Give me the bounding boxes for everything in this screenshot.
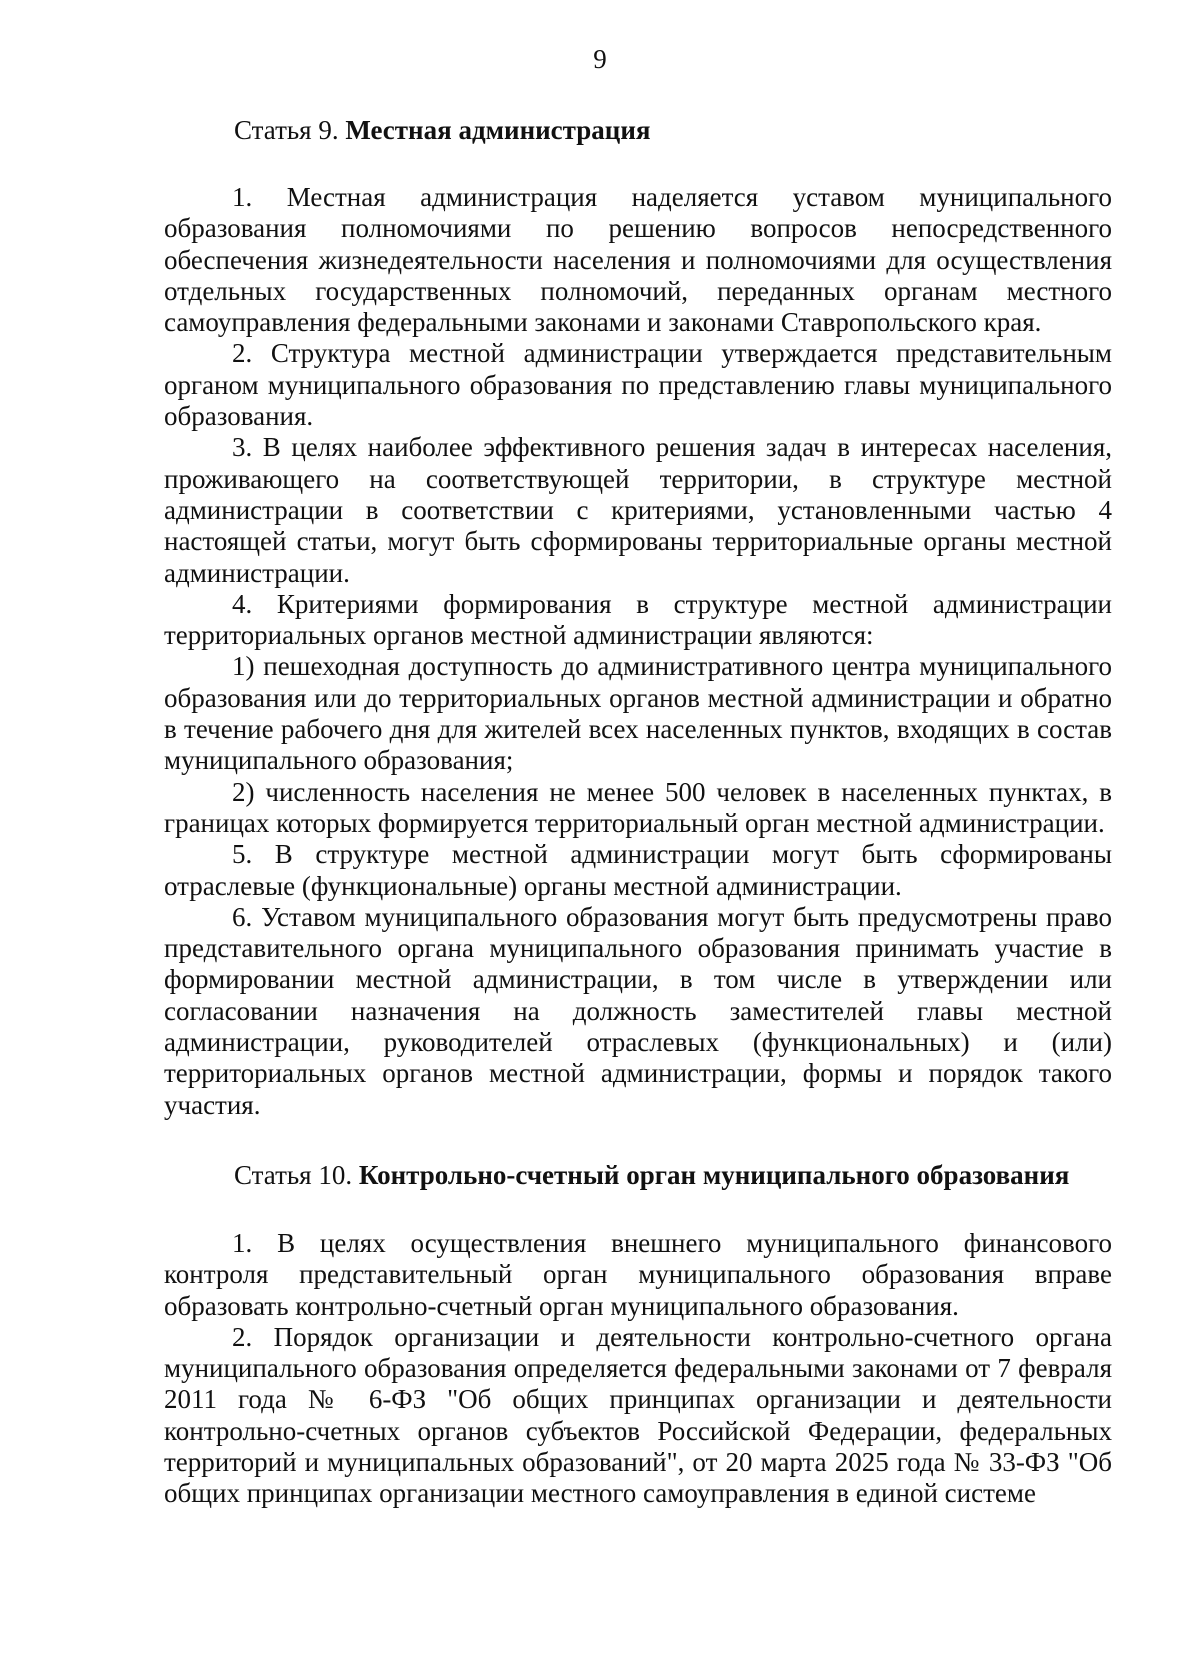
article-9-paragraph-5: 5. В структуре местной администрации могут быть сформированы отраслевые (функциональные) органы местной администрации.	[164, 839, 1112, 901]
page-number: 9	[593, 44, 607, 74]
article-9-body	[164, 182, 1112, 1121]
article-10-paragraph-2: 2. Порядок организации и деятельности контрольно-счетного органа муниципального образования определяется федеральными законами от 7 февраля 2011 года № 6-ФЗ "Об общих принципах организации и деятельности контрольно-счетных органов субъектов Российской Федерации, федеральных территорий и муниципальных образований", от 20 марта 2025 года № 33-ФЗ "Об общих принципах организации местного самоуправления в единой системе	[164, 1321, 1112, 1509]
article-10-title: Контрольно-счетный орган муниципального образования	[358, 1160, 1070, 1190]
article-10-paragraph-1: 1. В целях осуществления внешнего муниципального финансового контроля представительный орган муниципального образования вправе образовать контрольно-счетный орган муниципального образования.	[164, 1228, 1112, 1321]
article-10-heading	[234, 1160, 1069, 1191]
article-10-prefix: Статья 10.	[234, 1160, 353, 1190]
article-9-item-1: 1) пешеходная доступность до административного центра муниципального образования или до территориальных органов местной администрации и обратно в течение рабочего дня для жителей всех населенных пунктов, входящих в состав муниципального образования;	[164, 651, 1112, 776]
article-9-paragraph-2: 2. Структура местной администрации утверждается представительным органом муниципального образования по представлению главы муниципального образования.	[164, 338, 1112, 432]
article-9-paragraph-3: 3. В целях наиболее эффективного решения задач в интересах населения, проживающего на соответствующей территории, в структуре местной администрации в соответствии с критериями, установленными частью 4 настоящей статьи, могут быть сформированы территориальные органы местной администрации.	[164, 432, 1112, 588]
article-9-prefix: Статья 9.	[234, 115, 339, 145]
article-9-paragraph-4: 4. Критериями формирования в структуре местной администрации территориальных органов местной администрации являются:	[164, 588, 1112, 651]
article-9-heading	[234, 115, 651, 146]
article-9-paragraph-6: 6. Уставом муниципального образования могут быть предусмотрены право представительного органа муниципального образования принимать участие в формировании местной администрации, в том числе в утверждении или согласовании назначения на должность заместителей главы местной администрации, руководителей отраслевых (функциональных) и (или) территориальных органов местной администрации, формы и порядок такого участия.	[164, 901, 1112, 1120]
article-9-title: Местная администрация	[345, 115, 651, 145]
article-10-body	[164, 1228, 1112, 1510]
article-9-item-2: 2) численность населения не менее 500 человек в населенных пунктах, в границах которых формируется территориальный орган местной администрации.	[164, 776, 1112, 838]
article-9-paragraph-1: 1. Местная администрация наделяется уставом муниципального образования полномочиями по решению вопросов непосредственного обеспечения жизнедеятельности населения и полномочиями для осуществления отдельных государственных полномочий, переданных органам местного самоуправления федеральными законами и законами Ставропольского края.	[164, 182, 1112, 338]
